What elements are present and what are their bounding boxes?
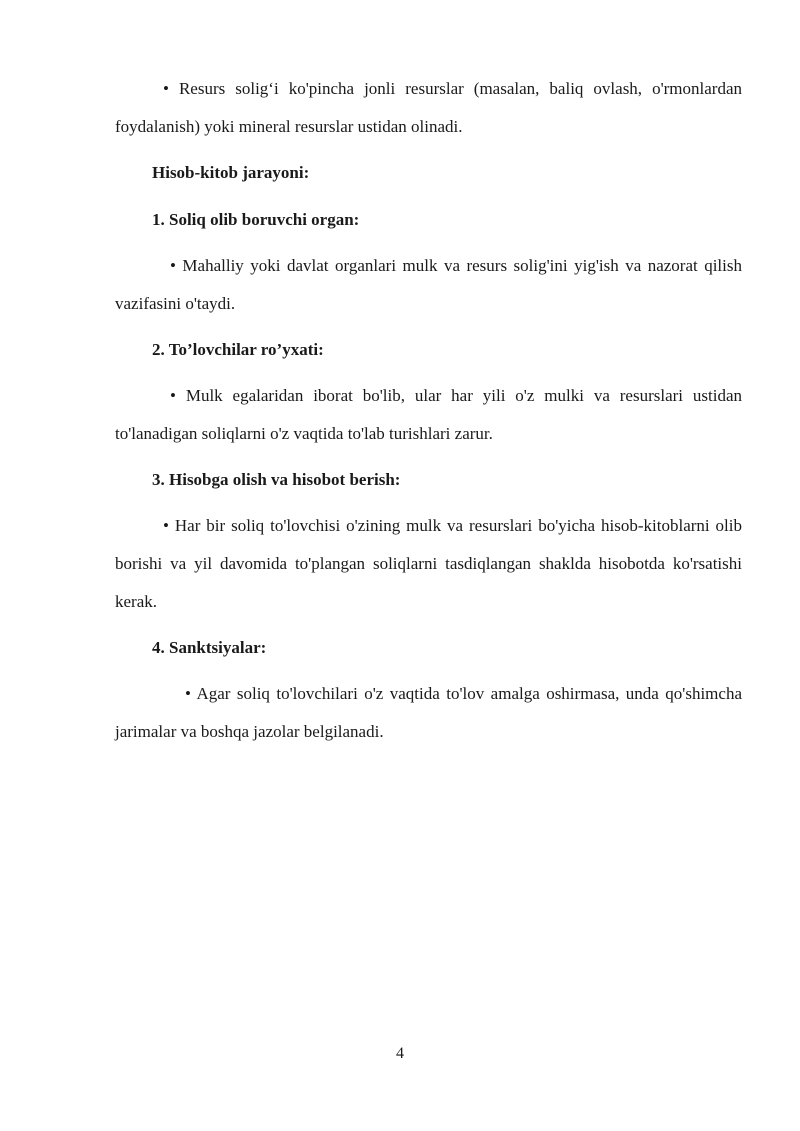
- item-text-2: • Mulk egalaridan iborat bo'lib, ular har yili o'z mulki va resurslari ustidan to'lanadigan soliqlarni o'z vaqtida to'lab turishlari zarur.: [115, 386, 742, 443]
- spacer: [115, 453, 742, 460]
- spacer: [115, 668, 742, 675]
- spacer: [115, 323, 742, 330]
- item-heading-1: 1. Soliq olib boruvchi organ:: [152, 210, 360, 229]
- spacer: [115, 621, 742, 628]
- item-text-3: • Har bir soliq to'lovchisi o'zining mulk va resurslari bo'yicha hisob-kitoblarni olib borishi va yil davomida to'plangan soliqlarni tasdiqlangan shaklda hisobotda ko'rsatishi kerak.: [115, 516, 742, 611]
- spacer: [115, 500, 742, 507]
- item-heading-2: 2. To’lovchilar ro’yxati:: [152, 340, 324, 359]
- item-heading-4: 4. Sanktsiyalar:: [152, 638, 267, 657]
- spacer: [115, 193, 742, 200]
- item-heading-3: 3. Hisobga olish va hisobot berish:: [152, 470, 401, 489]
- item-text-1: • Mahalliy yoki davlat organlari mulk va resurs solig'ini yig'ish va nazorat qilish vazifasini o'taydi.: [115, 256, 742, 313]
- intro-paragraph: • Resurs solig‘i ko'pincha jonli resurslar (masalan, baliq ovlash, o'rmonlardan foydalanish) yoki mineral resurslar ustidan olinadi.: [115, 79, 742, 136]
- page-number: 4: [396, 1045, 404, 1062]
- spacer: [115, 146, 742, 153]
- section-title: Hisob-kitob jarayoni:: [152, 163, 310, 182]
- item-text-4: • Agar soliq to'lovchilari o'z vaqtida to'lov amalga oshirmasa, unda qo'shimcha jarimalar va boshqa jazolar belgilanadi.: [115, 684, 742, 741]
- spacer: [115, 370, 742, 377]
- spacer: [115, 240, 742, 247]
